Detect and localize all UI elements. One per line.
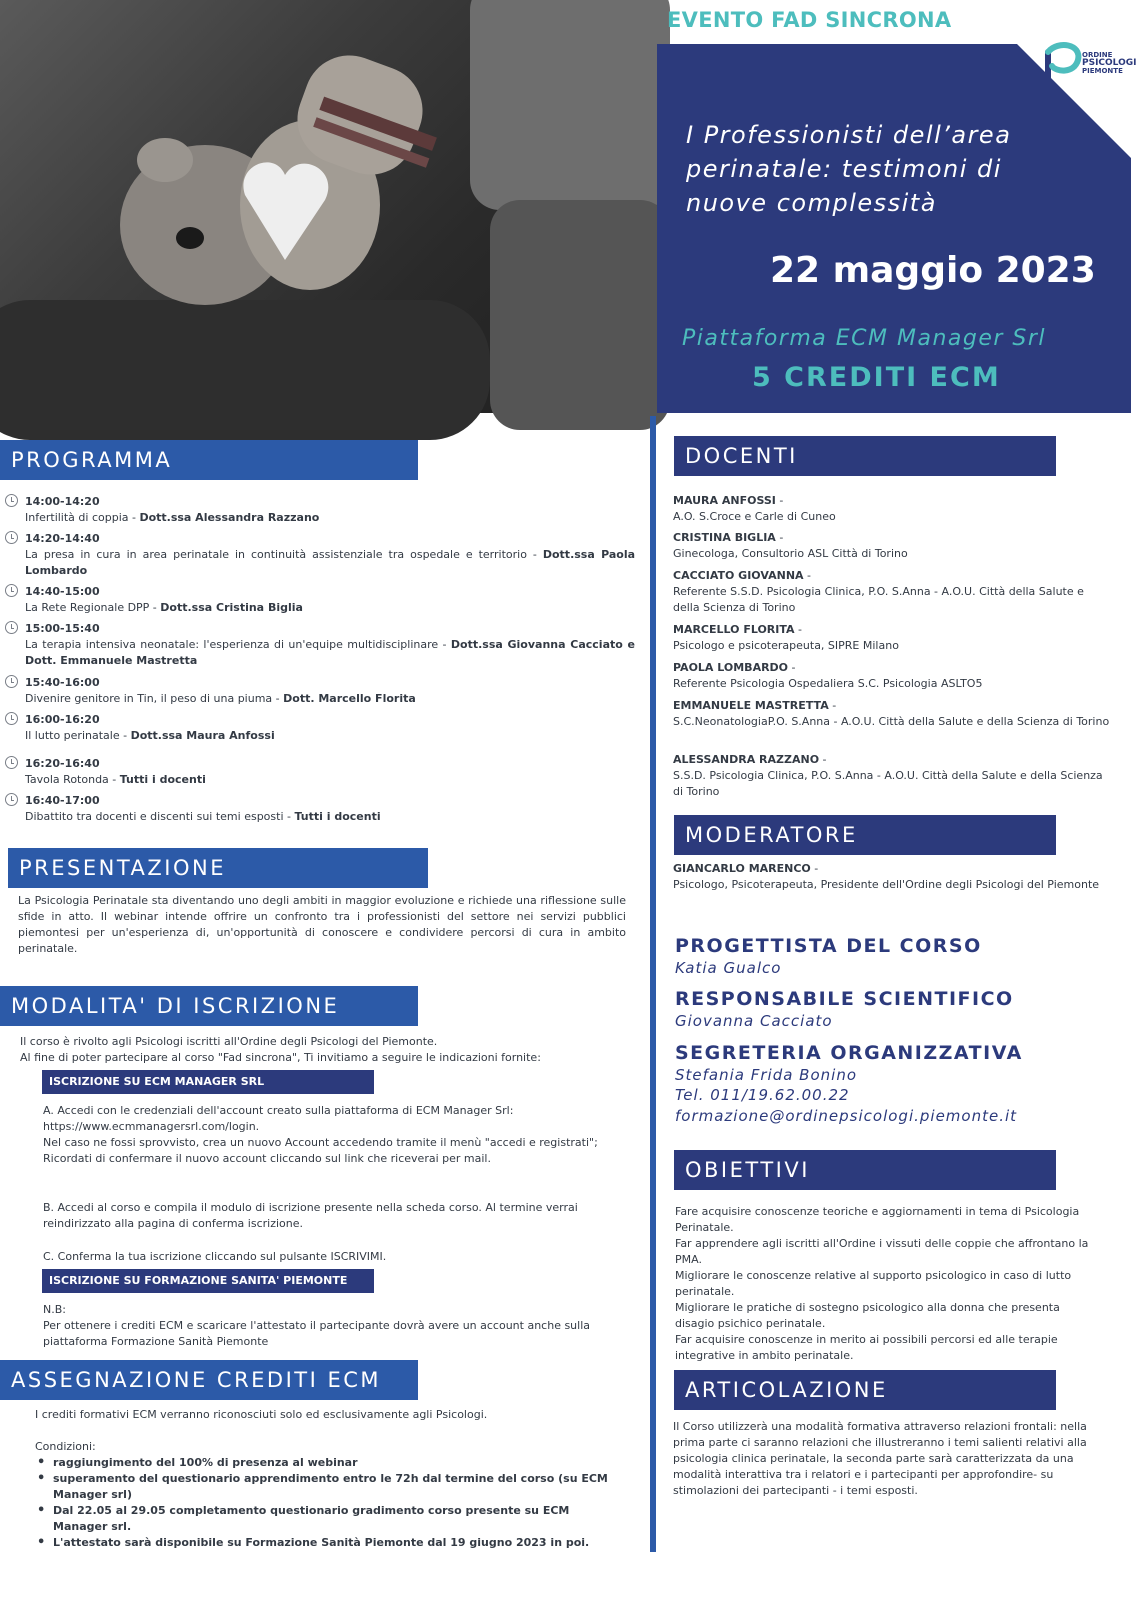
obiettivi-list [675, 1204, 1095, 1364]
column-divider [650, 416, 656, 1552]
step-c: C. Conferma la tua iscrizione cliccando sul pulsante ISCRIVIMI. [43, 1250, 387, 1263]
event-title: I Professionisti dell’area perinatale: testimoni di nuove complessità [686, 121, 1012, 217]
ecm-credits: 5 CREDITI ECM [752, 362, 1001, 393]
obiettivi-heading: OBIETTIVI [674, 1150, 1056, 1190]
docente-item: MARCELLO FLORITA - Psicologo e psicoterapeuta, SIPRE Milano [673, 623, 899, 652]
docente-item: MAURA ANFOSSI - A.O. S.Croce e Carle di Cuneo [673, 494, 836, 523]
docenti-heading: DOCENTI [674, 436, 1056, 476]
obiettivo-item: Migliorare le conoscenze relative al supporto psicologico in caso di lutto perinatale. [675, 1269, 1072, 1298]
clock-icon [5, 531, 18, 544]
step-b: B. Accedi al corso e compila il modulo di iscrizione presente nella scheda corso. Al termine verrai reindirizzato alla pagina di conferma iscrizione. [43, 1201, 578, 1230]
step-a: A. Accedi con le credenziali dell'account creato sulla piattaforma di ECM Manager Srl: https://www.ecmmanagersrl.com/login. Nel caso ne fossi sprovvisto, crea un nuovo Account accedendo tramite il menù "accedi e registrati"; Ricordati di confermare il nuovo account cliccando sul link che riceverai per mail. [43, 1103, 633, 1167]
assegnazione-heading: ASSEGNAZIONE CREDITI ECM [0, 1360, 418, 1400]
iscrizione-intro: Il corso è rivolto agli Psicologi iscritti all'Ordine degli Psicologi del Piemonte. Al fine di poter partecipare al corso "Fad sincrona", Ti invitiamo a seguire le indicazioni fornite: [20, 1035, 541, 1064]
segreteria-name: Stefania Frida Bonino [675, 1066, 858, 1084]
articolazione-text: Il Corso utilizzerà una modalità formativa attraverso relazioni frontali: nella prima parte ci saranno relazioni che illustreranno i temi salienti relativi alla psicologia clinica perinatale, la seconda parte sarà caratterizzata da una modalità interattiva tra i relatori e i partecipanti per approfondire- su stimolazioni dei partecipanti - i temi esposti. [673, 1420, 1087, 1497]
docente-item: EMMANUELE MASTRETTA - S.C.NeonatologiaP.O. S.Anna - A.O.U. Città della Salute e della Scienza di Torino [673, 699, 1110, 728]
clock-icon [5, 793, 18, 806]
responsabile-label: RESPONSABILE SCIENTIFICO [675, 988, 1014, 1010]
event-platform: Piattaforma ECM Manager Srl [682, 326, 1047, 351]
iscrizione-heading: MODALITA' DI ISCRIZIONE [0, 986, 418, 1026]
condition-item: • Dal 22.05 al 29.05 completamento questionario gradimento corso presente su ECM Manager srl. [35, 1503, 625, 1535]
segreteria-phone[interactable]: Tel. 011/19.62.00.22 [675, 1086, 850, 1104]
docente-item: ALESSANDRA RAZZANO - S.S.D. Psicologia Clinica, P.O. S.Anna - A.O.U. Città della Salute e della Scienza di Torino [673, 753, 1103, 798]
condition-item: • superamento del questionario apprendimento entro le 72h dal termine del corso (su ECM Manager srl) [35, 1471, 625, 1503]
programma-item: 14:00-14:20 Infertilità di coppia - Dott.ssa Alessandra Razzano [5, 494, 635, 526]
ecm-login-link[interactable]: https://www.ecmmanagersrl.com/login. [43, 1120, 260, 1133]
programma-item: 16:00-16:20 Il lutto perinatale - Dott.ssa Maura Anfossi [5, 712, 635, 744]
obiettivo-item: Fare acquisire conoscenze teoriche e aggiornamenti in tema di Psicologia Perinatale. [675, 1205, 1080, 1234]
presentazione-text: La Psicologia Perinatale sta diventando uno degli ambiti in maggior evoluzione e richiede una riflessione sulle sfide in atto. Il webinar intende offrire un confronto tra i professionisti del settore nei servizi pubblici piemontesi per un'esperienza di, un'opportunità di conoscere e condividere percorsi di cura in ambito perinatale. [18, 894, 626, 955]
teddy-bear-illustration [0, 0, 657, 413]
clock-icon [5, 675, 18, 688]
assegnazione-intro: I crediti formativi ECM verranno riconosciuti solo ed esclusivamente agli Psicologi. [35, 1408, 488, 1421]
obiettivo-item: Far acquisire conoscenze in merito ai possibili percorsi ed alle terapie integrative in ambito perinatale. [675, 1333, 1058, 1362]
segreteria-email[interactable]: formazione@ordinepsicologi.piemonte.it [675, 1107, 1018, 1125]
condition-item: • L'attestato sarà disponibile su Formazione Sanità Piemonte dal 19 giugno 2023 in poi. [35, 1535, 625, 1551]
clock-icon [5, 584, 18, 597]
programma-item: 16:20-16:40 Tavola Rotonda - Tutti i docenti [5, 756, 635, 788]
logo-text: ORDINE PSICOLOGI PIEMONTE [1082, 51, 1136, 75]
obiettivo-item: Far apprendere agli iscritti all'Ordine i vissuti delle coppie che affrontano la PMA. [675, 1237, 1089, 1266]
programma-item: 15:00-15:40 La terapia intensiva neonatale: l'esperienza di un'equipe multidisciplinare - Dott.ssa Giovanna Cacciato e Dott. Emmanuele Mastretta [5, 621, 635, 669]
docente-item: PAOLA LOMBARDO - Referente Psicologia Ospedaliera S.C. Psicologia ASLTO5 [673, 661, 983, 690]
docente-item: CACCIATO GIOVANNA - Referente S.S.D. Psicologia Clinica, P.O. S.Anna - A.O.U. Città della Salute e della Scienza di Torino [673, 569, 1084, 614]
moderatore-item: GIANCARLO MARENCO - Psicologo, Psicoterapeuta, Presidente dell'Ordine degli Psicologi del Piemonte [673, 862, 1100, 891]
programma-item: 15:40-16:00 Divenire genitore in Tin, il peso di una piuma - Dott. Marcello Florita [5, 675, 635, 707]
moderatore-heading: MODERATORE [674, 815, 1056, 855]
docente-item: CRISTINA BIGLIA - Ginecologa, Consultorio ASL Città di Torino [673, 531, 908, 560]
progettista-label: PROGETTISTA DEL CORSO [675, 935, 982, 957]
event-date: 22 maggio 2023 [770, 250, 1096, 291]
formazione-sanita-subheading: ISCRIZIONE SU FORMAZIONE SANITA' PIEMONTE [42, 1269, 374, 1293]
clock-icon [5, 494, 18, 507]
articolazione-heading: ARTICOLAZIONE [674, 1370, 1056, 1410]
hero-photo [0, 0, 657, 413]
programma-item: 14:40-15:00 La Rete Regionale DPP - Dott.ssa Cristina Biglia [5, 584, 635, 616]
condition-item: • raggiungimento del 100% di presenza al webinar [35, 1455, 625, 1471]
event-tag: EVENTO FAD SINCRONA [667, 8, 952, 32]
responsabile-name: Giovanna Cacciato [675, 1012, 833, 1030]
ecm-manager-subheading: ISCRIZIONE SU ECM MANAGER SRL [42, 1070, 374, 1094]
clock-icon [5, 712, 18, 725]
programma-item: 16:40-17:00 Dibattito tra docenti e discenti sui temi esposti - Tutti i docenti [5, 793, 635, 825]
title-panel [657, 44, 1131, 413]
conditions-label: Condizioni: [35, 1440, 96, 1453]
programma-heading: PROGRAMMA [0, 440, 418, 480]
nb-note: N.B: Per ottenere i crediti ECM e scaricare l'attestato il partecipante dovrà avere un account anche sulla piattaforma Formazione Sanità Piemonte [43, 1303, 591, 1348]
conditions-list [35, 1455, 625, 1551]
presentazione-heading: PRESENTAZIONE [8, 848, 428, 888]
progettista-name: Katia Gualco [675, 959, 782, 977]
segreteria-label: SEGRETERIA ORGANIZZATIVA [675, 1042, 1023, 1064]
clock-icon [5, 621, 18, 634]
clock-icon [5, 756, 18, 769]
obiettivo-item: Migliorare le pratiche di sostegno psicologico alla donna che presenta disagio psichico perinatale. [675, 1301, 1060, 1330]
programma-item: 14:20-14:40 La presa in cura in area perinatale in continuità assistenziale tra ospedale e territorio - Dott.ssa Paola Lombardo [5, 531, 635, 579]
